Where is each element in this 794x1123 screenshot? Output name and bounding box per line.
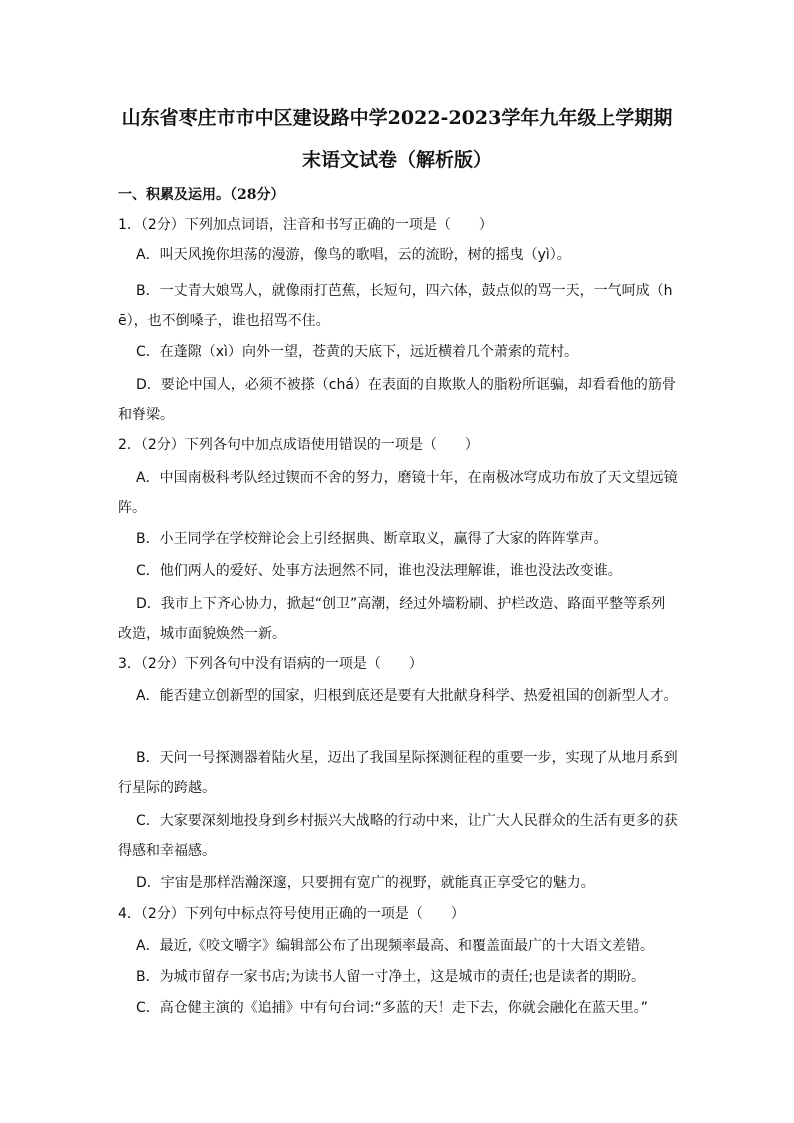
question-2-stem: 2．（2分）下列各句中加点成语使用错误的一项是（ ） bbox=[118, 437, 479, 453]
question-3-option-b: B．天问一号探测器着陆火星，迈出了我国星际探测征程的重要一步，实现了从地月系到 bbox=[136, 750, 678, 766]
question-4-option-c: C．高仓健主演的《追捕》中有句台词:“多蓝的天！走下去，你就会融化在蓝天里。” bbox=[136, 1000, 648, 1016]
question-1-option-d: D．要论中国人，必须不被搽（chá）在表面的自欺欺人的脂粉所诓骗，却看看他的筋骨 bbox=[136, 377, 676, 393]
question-2-option-b: B．小王同学在学校辩论会上引经据典、断章取义，赢得了大家的阵阵掌声。 bbox=[136, 531, 608, 547]
question-1-option-b: B．一丈青大娘骂人，就像雨打芭蕉，长短句，四六体，鼓点似的骂一天，一气呵成（h bbox=[136, 283, 673, 299]
question-3-option-a: A．能否建立创新型的国家，归根到底还是要有大批献身科学、热爱祖国的创新型人才。 bbox=[136, 688, 678, 704]
question-2-option-c: C．他们两人的爱好、处事方法迥然不同，谁也没法理解谁，谁也没法改变谁。 bbox=[136, 563, 622, 579]
document-title-line-1: 山东省枣庄市市中区建设路中学2022-2023学年九年级上学期期 bbox=[121, 107, 673, 129]
document-title-line-2: 末语文试卷（解析版） bbox=[301, 149, 492, 171]
question-4-option-a: A．最近,《咬文嚼字》编辑部公布了出现频率最高、和覆盖面最广的十大语文差错。 bbox=[136, 938, 655, 954]
question-1-option-a: A．叫天风挽你坦荡的漫游，像鸟的歌唱，云的流盼，树的摇曳（yì）。 bbox=[136, 247, 571, 263]
question-3-stem: 3．（2分）下列各句中没有语病的一项是（ ） bbox=[118, 656, 423, 672]
question-3-option-c-cont: 得感和幸福感。 bbox=[118, 843, 216, 859]
question-2-option-d-cont: 改造，城市面貌焕然一新。 bbox=[118, 626, 286, 642]
question-2-option-a: A．中国南极科考队经过锲而不舍的努力，磨镜十年，在南极冰穹成功布放了天文望远镜 bbox=[136, 470, 678, 486]
section-heading: 一、积累及运用。（28分） bbox=[118, 187, 285, 203]
question-2-option-d: D．我市上下齐心协力，掀起“创卫”高潮，经过外墙粉刷、护栏改造、路面平整等系列 bbox=[136, 596, 666, 612]
question-3-option-d: D．宇宙是那样浩瀚深邃，只要拥有宽广的视野，就能真正享受它的魅力。 bbox=[136, 875, 595, 891]
question-4-stem: 4．（2分）下列句中标点符号使用正确的一项是（ ） bbox=[118, 906, 465, 922]
question-1-option-c: C．在蓬隙（xì）向外一望，苍黄的天底下，远近横着几个萧索的荒村。 bbox=[136, 344, 578, 360]
question-2-option-a-cont: 阵。 bbox=[118, 500, 146, 516]
question-3-option-b-cont: 行星际的跨越。 bbox=[118, 780, 216, 796]
question-1-option-b-cont: ē），也不倒嗓子，谁也招骂不住。 bbox=[118, 313, 330, 329]
question-3-option-c: C．大家要深刻地投身到乡村振兴大战略的行动中来，让广大人民群众的生活有更多的获 bbox=[136, 813, 678, 829]
question-1-stem: 1．（2分）下列加点词语，注音和书写正确的一项是（ ） bbox=[118, 217, 493, 233]
question-4-option-b: B．为城市留存一家书店;为读书人留一寸净土，这是城市的责任;也是读者的期盼。 bbox=[136, 969, 646, 985]
question-1-option-d-cont: 和脊梁。 bbox=[118, 407, 174, 423]
